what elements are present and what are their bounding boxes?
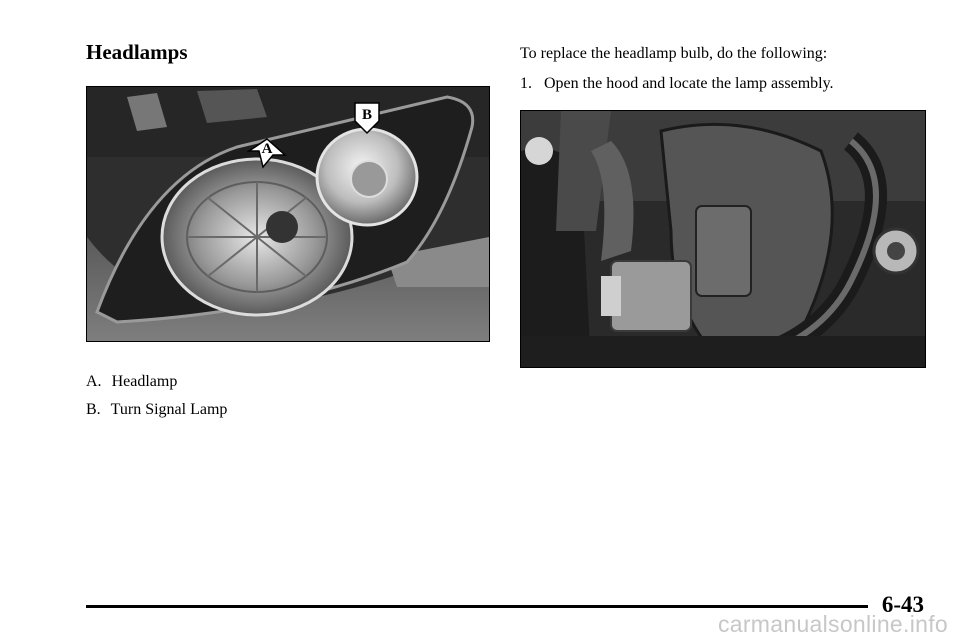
intro-text: To replace the headlamp bulb, do the following: — [520, 45, 828, 62]
page-number: 6-43 — [881, 592, 924, 617]
legend-item-text: Headlamp — [111, 373, 178, 390]
lamp-assembly-photo — [520, 110, 926, 368]
legend-item-letter: B. — [86, 401, 101, 418]
step-1 — [520, 74, 834, 94]
step-number: 1. — [520, 75, 532, 92]
legend-item-letter: A. — [86, 373, 102, 390]
callout-b-label: B — [361, 107, 373, 123]
section-heading: Headlamps — [86, 40, 188, 64]
legend-item-text: Turn Signal Lamp — [110, 401, 228, 418]
legend-item-a — [86, 372, 177, 392]
watermark-text: carmanualsonline.info — [717, 611, 948, 637]
callout-a-label: A — [261, 141, 273, 157]
legend-item-b — [86, 400, 227, 420]
headlamp-photo — [86, 86, 490, 342]
footer-rule — [86, 605, 868, 608]
step-text: Open the hood and locate the lamp assembly. — [544, 75, 834, 92]
